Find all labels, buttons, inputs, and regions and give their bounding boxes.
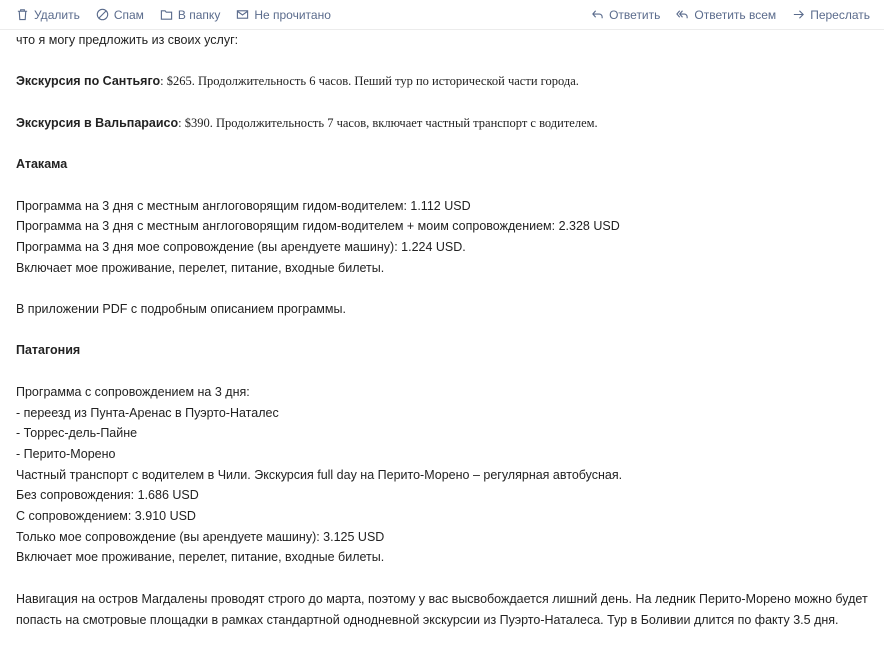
reply-all-label: Ответить всем xyxy=(694,7,777,22)
patagonia-line: Только мое сопровождение (вы арендуете машину): 3.125 USD xyxy=(16,529,385,544)
patagonia-line: Частный транспорт с водителем в Чили. Экскурсия full day на Перито-Морено – регулярная автобусная. xyxy=(16,467,623,482)
email-intro: что я могу предложить из своих услуг: xyxy=(16,33,239,47)
reply-label: Ответить xyxy=(609,7,661,22)
atacama-line: Включает мое проживание, перелет, питание, входные билеты. xyxy=(16,260,385,275)
email-toolbar xyxy=(0,0,884,30)
atacama-line: Программа на 3 дня мое сопровождение (вы арендуете машину): 1.224 USD. xyxy=(16,239,466,254)
toolbar-actions-right xyxy=(591,8,870,22)
closing-paragraph: Навигация на остров Магдалены проводят строго до марта, поэтому у вас высвобождается лишний день. На ледник Перито-Морено можно будет попасть на смотровые площадки в рамках стандартной однодневной экскурсии из Пуэрто-Наталеса. Тур в Боливии длится по факту 3.5 дня. xyxy=(16,591,868,627)
spam-icon xyxy=(96,8,109,21)
spam-button[interactable] xyxy=(96,8,144,22)
delete-button[interactable] xyxy=(16,8,80,22)
move-to-folder-label: В папку xyxy=(177,7,221,22)
santiago-paragraph xyxy=(16,71,876,92)
santiago-title: Экскурсия по Сантьяго xyxy=(16,74,161,89)
forward-icon xyxy=(792,8,805,21)
patagonia-line: - переезд из Пунта-Аренас в Пуэрто-Наталес xyxy=(16,405,279,420)
forward-button[interactable] xyxy=(792,8,870,22)
spam-label: Спам xyxy=(113,7,144,22)
trash-icon xyxy=(16,8,29,21)
folder-icon xyxy=(160,8,173,21)
email-body xyxy=(16,30,876,630)
valparaiso-title: Экскурсия в Вальпараисо xyxy=(16,115,179,130)
mark-unread-label: Не прочитано xyxy=(254,7,331,22)
move-to-folder-button[interactable] xyxy=(160,8,220,22)
toolbar-actions-left xyxy=(16,8,331,22)
patagonia-line: Без сопровождения: 1.686 USD xyxy=(16,488,199,503)
patagonia-heading: Патагония xyxy=(16,343,81,358)
mail-icon xyxy=(236,8,249,21)
patagonia-line: Программа с сопровождением на 3 дня: xyxy=(16,384,250,399)
reply-button[interactable] xyxy=(591,8,660,22)
atacama-line: Программа на 3 дня с местным англоговорящим гидом-водителем + моим сопровождением: 2.328 USD xyxy=(16,219,620,234)
atacama-heading: Атакама xyxy=(16,157,68,172)
valparaiso-text: : $390. Продолжительность 7 часов, включает частный транспорт с водителем. xyxy=(178,115,598,130)
delete-label: Удалить xyxy=(34,7,80,22)
mark-unread-button[interactable] xyxy=(236,8,331,22)
atacama-pdf-note: В приложении PDF с подробным описанием программы. xyxy=(16,302,346,317)
atacama-line: Программа на 3 дня с местным англоговорящим гидом-водителем: 1.112 USD xyxy=(16,198,471,213)
reply-icon xyxy=(591,8,604,21)
valparaiso-paragraph xyxy=(16,113,876,134)
patagonia-line: С сопровождением: 3.910 USD xyxy=(16,509,196,524)
santiago-text: : $265. Продолжительность 6 часов. Пеший тур по исторической части города. xyxy=(160,74,579,89)
patagonia-line: - Перито-Морено xyxy=(16,446,116,461)
forward-label: Переслать xyxy=(810,7,870,22)
reply-all-icon xyxy=(676,8,689,21)
reply-all-button[interactable] xyxy=(676,8,776,22)
patagonia-line: - Торрес-дель-Пайне xyxy=(16,426,138,441)
patagonia-line: Включает мое проживание, перелет, питание, входные билеты. xyxy=(16,550,385,565)
